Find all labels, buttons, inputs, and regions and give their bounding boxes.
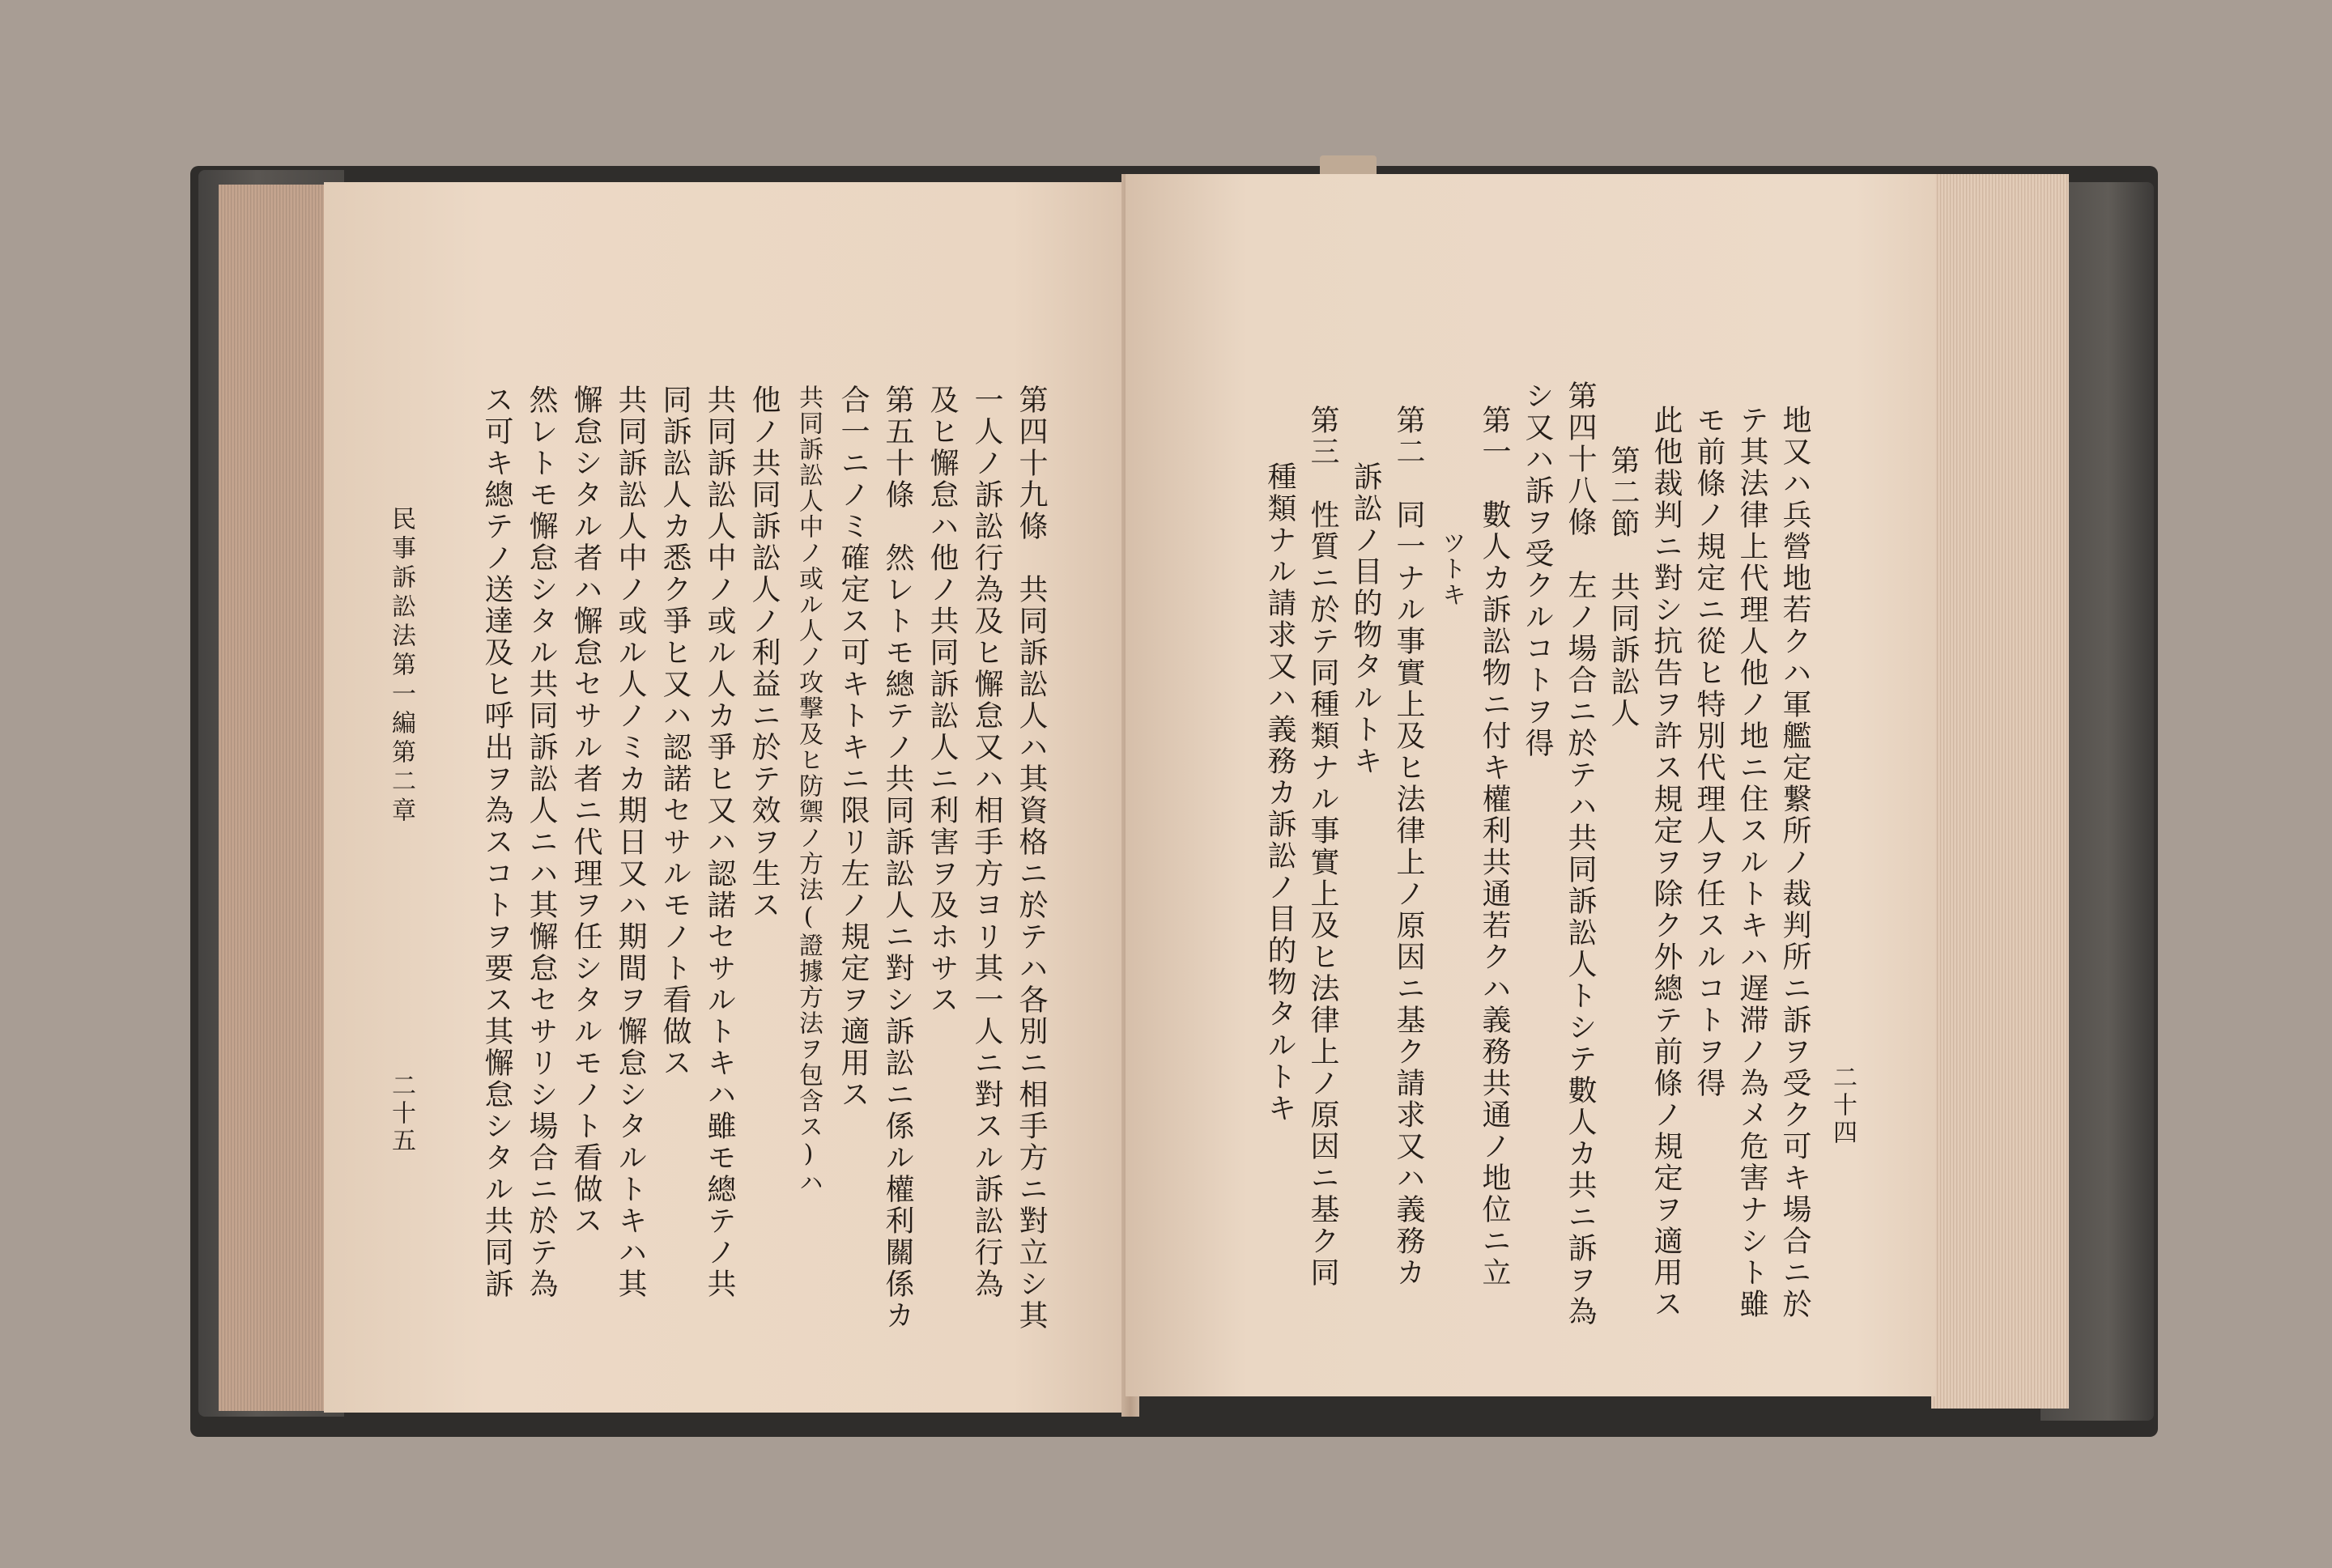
text-column: テ其法律上代理人他ノ地ニ住スルトキハ遅滞ノ為メ危害ナシト雖	[1735, 405, 1768, 1320]
text-column: 懈怠シタル者ハ懈怠セサル者ニ代理ヲ任シタルモノト看做ス	[569, 385, 602, 1237]
text-column: ス可キ總テノ送達及ヒ呼出ヲ為スコトヲ要ス其懈怠シタル共同訴	[480, 385, 513, 1300]
text-column: 同訴訟人カ悉ク爭ヒ又ハ認諾セサルモノト看做ス	[658, 385, 692, 1079]
text-column: 共同訴訟人中ノ或ル人ノ攻撃及ヒ防禦ノ方法(證據方法ヲ包含ス)ハ	[794, 385, 823, 1196]
text-column: 第三 性質ニ於テ同種類ナル事實上及ヒ法律上ノ原因ニ基ク同	[1306, 405, 1339, 1289]
section-heading: 第二節 共同訴訟人	[1606, 445, 1640, 729]
running-title: 民事訴訟法第一編第二章	[387, 506, 415, 826]
text-column: 然レトモ懈怠シタル共同訴訟人ニハ其懈怠セサリシ場合ニ於テ為	[525, 385, 558, 1300]
text-column: 第四十九條 共同訴訟人ハ其資格ニ於テハ各別ニ相手方ニ對立シ其	[1015, 385, 1048, 1332]
text-column: モ前條ノ規定ニ從ヒ特別代理人ヲ任スルコトヲ得	[1692, 405, 1726, 1099]
right-page	[1126, 174, 1935, 1396]
text-column: 訴訟ノ目的物タルトキ	[1349, 461, 1382, 777]
text-column: 地又ハ兵營地若クハ軍艦定繋所ノ裁判所ニ訴ヲ受ク可キ場合ニ於	[1778, 405, 1811, 1320]
text-column: 此他裁判ニ對シ抗告ヲ許ス規定ヲ除ク外總テ前條ノ規定ヲ適用ス	[1649, 405, 1683, 1320]
text-column: 及ヒ懈怠ハ他ノ共同訴訟人ニ利害ヲ及ホサス	[926, 385, 959, 1016]
page-number: 二十四	[1828, 1064, 1857, 1147]
text-column: 合一ニノミ確定ス可キトキニ限リ左ノ規定ヲ適用ス	[836, 385, 870, 1111]
page-edges-right	[1931, 174, 2069, 1409]
text-column: 第一 數人カ訴訟物ニ付キ權利共通若クハ義務共通ノ地位ニ立	[1478, 405, 1511, 1289]
text-column: シ又ハ訴ヲ受クルコトヲ得	[1521, 380, 1554, 759]
text-column: 他ノ共同訴訟人ノ利益ニ於テ效ヲ生ス	[747, 385, 781, 921]
page-number: 二十五	[387, 1073, 415, 1155]
text-column: 共同訴訟人中ノ或ル人カ爭ヒ又ハ認諾セサルトキハ雖モ總テノ共	[703, 385, 736, 1300]
text-column: 第二 同一ナル事實上及ヒ法律上ノ原因ニ基ク請求又ハ義務カ	[1392, 405, 1425, 1289]
text-column: 第五十條 然レトモ總テノ共同訴訟人ニ對シ訴訟ニ係ル權利關係カ	[881, 385, 914, 1332]
text-column: 共同訴訟人中ノ或ル人ノミカ期日又ハ期間ヲ懈怠シタルトキハ其	[614, 385, 647, 1300]
text-column: 第四十八條 左ノ場合ニ於テハ共同訴訟人トシテ數人カ共ニ訴ヲ為	[1564, 380, 1597, 1328]
text-column: 一人ノ訴訟行為及ヒ懈怠又ハ相手方ヨリ其一人ニ對スル訴訟行為	[970, 385, 1003, 1300]
page-edges-left	[219, 185, 332, 1411]
text-column: ツトキ	[1437, 530, 1466, 608]
text-column: 種類ナル請求又ハ義務カ訴訟ノ目的物タルトキ	[1263, 461, 1296, 1124]
left-page	[324, 182, 1134, 1413]
